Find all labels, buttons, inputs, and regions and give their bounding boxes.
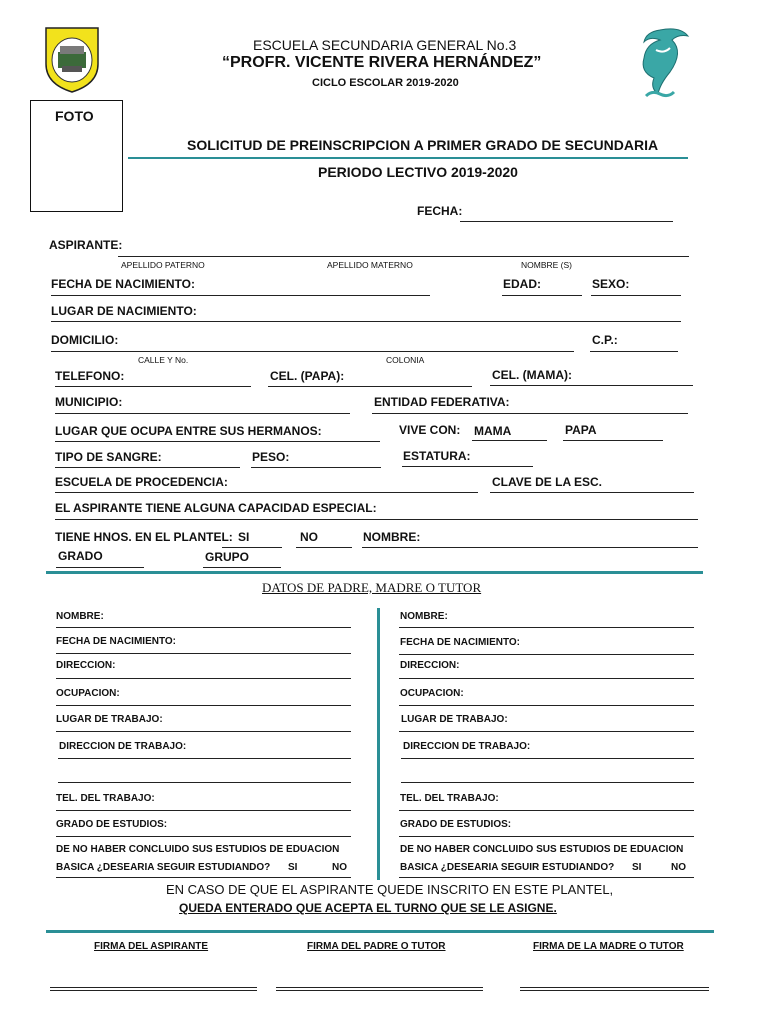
- entidad-label: ENTIDAD FEDERATIVA:: [374, 395, 510, 409]
- padre-dir-trabajo-label: DIRECCION DE TRABAJO:: [59, 741, 187, 752]
- madre-dir-trabajo-field[interactable]: [401, 758, 694, 759]
- padre-no-option[interactable]: NO: [332, 862, 347, 873]
- cel-papa-label: CEL. (PAPA):: [270, 369, 345, 383]
- school-crest-logo: [42, 22, 102, 94]
- firma-madre-line[interactable]: [520, 987, 709, 991]
- estatura-label: ESTATURA:: [403, 449, 471, 463]
- hnos-label: TIENE HNOS. EN EL PLANTEL:: [55, 530, 233, 544]
- padre-nombre-field[interactable]: [56, 627, 351, 628]
- madre-no-option[interactable]: NO: [671, 862, 686, 873]
- edad-field[interactable]: [502, 295, 582, 296]
- madre-tel-trabajo-field[interactable]: [399, 810, 694, 811]
- madre-dir-trabajo-field-2[interactable]: [401, 782, 694, 783]
- padre-direccion-label: DIRECCION:: [56, 660, 116, 671]
- notice-line-2: QUEDA ENTERADO QUE ACEPTA EL TURNO QUE SE LE ASIGNE.: [179, 901, 557, 915]
- school-cycle: CICLO ESCOLAR 2019-2020: [312, 77, 459, 89]
- madre-basica-text: BASICA ¿DESEARIA SEGUIR ESTUDIANDO?: [400, 862, 615, 873]
- padre-bottom-line: [56, 877, 351, 878]
- madre-nombre-label: NOMBRE:: [400, 611, 448, 622]
- domicilio-field[interactable]: [51, 351, 574, 352]
- padre-grado-estudios-label: GRADO DE ESTUDIOS:: [56, 819, 168, 830]
- padre-tel-trabajo-field[interactable]: [56, 810, 351, 811]
- escuela-procedencia-field[interactable]: [55, 492, 478, 493]
- capacidad-field[interactable]: [55, 519, 698, 520]
- madre-bottom-line: [399, 877, 694, 878]
- parents-column-divider: [377, 608, 380, 880]
- nombres-caption: NOMBRE (S): [521, 260, 572, 270]
- vive-con-mama-line[interactable]: [472, 440, 547, 441]
- madre-lugar-trabajo-label: LUGAR DE TRABAJO:: [401, 714, 508, 725]
- aspirante-field[interactable]: [118, 256, 689, 257]
- apellido-paterno-caption: APELLIDO PATERNO: [121, 260, 205, 270]
- lugar-nacimiento-label: LUGAR DE NACIMIENTO:: [51, 304, 197, 318]
- clave-label: CLAVE DE LA ESC.: [492, 475, 603, 489]
- madre-tel-trabajo-label: TEL. DEL TRABAJO:: [400, 793, 499, 804]
- form-period: PERIODO LECTIVO 2019-2020: [318, 164, 518, 180]
- padre-ocupacion-field[interactable]: [56, 705, 351, 706]
- padre-lugar-trabajo-label: LUGAR DE TRABAJO:: [56, 714, 163, 725]
- hnos-no-line[interactable]: [296, 547, 352, 548]
- madre-grado-estudios-label: GRADO DE ESTUDIOS:: [400, 819, 512, 830]
- section-divider: [46, 571, 703, 574]
- clave-field[interactable]: [490, 492, 694, 493]
- firma-padre-line[interactable]: [276, 987, 483, 991]
- padre-lugar-trabajo-field[interactable]: [56, 731, 351, 732]
- peso-field[interactable]: [251, 467, 381, 468]
- padre-tel-trabajo-label: TEL. DEL TRABAJO:: [56, 793, 155, 804]
- telefono-field[interactable]: [55, 386, 251, 387]
- lugar-hermanos-label: LUGAR QUE OCUPA ENTRE SUS HERMANOS:: [55, 424, 322, 438]
- form-title: SOLICITUD DE PREINSCRIPCION A PRIMER GRADO DE SECUNDARIA: [187, 137, 659, 153]
- vive-con-label: VIVE CON:: [399, 423, 461, 437]
- madre-direccion-field[interactable]: [399, 678, 694, 679]
- firma-padre-label: FIRMA DEL PADRE O TUTOR: [307, 941, 446, 952]
- cp-label: C.P.:: [592, 333, 618, 347]
- tipo-sangre-label: TIPO DE SANGRE:: [55, 450, 162, 464]
- madre-si-option[interactable]: SI: [632, 862, 642, 873]
- madre-grado-estudios-field[interactable]: [399, 836, 694, 837]
- calle-caption: CALLE Y No.: [138, 355, 189, 365]
- entidad-field[interactable]: [372, 413, 688, 414]
- grupo-label: GRUPO: [205, 550, 250, 564]
- edad-label: EDAD:: [503, 277, 541, 291]
- tipo-sangre-field[interactable]: [55, 467, 240, 468]
- municipio-field[interactable]: [55, 413, 350, 414]
- padre-basica-text: BASICA ¿DESEARIA SEGUIR ESTUDIANDO?: [56, 862, 271, 873]
- madre-fecha-field[interactable]: [399, 654, 694, 655]
- madre-nombre-field[interactable]: [399, 627, 694, 628]
- vive-con-mama[interactable]: MAMA: [474, 424, 512, 438]
- title-rule: [128, 157, 688, 159]
- school-honoree: “PROFR. VICENTE RIVERA HERNÁNDEZ”: [222, 54, 542, 71]
- estatura-field[interactable]: [402, 466, 533, 467]
- vive-con-papa[interactable]: PAPA: [565, 423, 597, 437]
- hnos-nombre-label: NOMBRE:: [363, 530, 421, 544]
- fecha-nacimiento-label: FECHA DE NACIMIENTO:: [51, 277, 195, 291]
- hnos-si-line[interactable]: [222, 547, 282, 548]
- cel-mama-label: CEL. (MAMA):: [492, 368, 572, 382]
- escuela-procedencia-label: ESCUELA DE PROCEDENCIA:: [55, 475, 228, 489]
- fecha-nacimiento-field[interactable]: [51, 295, 430, 296]
- padre-fecha-label: FECHA DE NACIMIENTO:: [56, 636, 176, 647]
- madre-lugar-trabajo-field[interactable]: [399, 731, 694, 732]
- peso-label: PESO:: [252, 450, 290, 464]
- telefono-label: TELEFONO:: [55, 369, 125, 383]
- capacidad-label: EL ASPIRANTE TIENE ALGUNA CAPACIDAD ESPECIAL:: [55, 501, 377, 515]
- padre-si-option[interactable]: SI: [288, 862, 298, 873]
- hnos-no[interactable]: NO: [300, 530, 318, 544]
- padre-fecha-field[interactable]: [56, 653, 351, 654]
- cel-papa-field[interactable]: [268, 386, 472, 387]
- dolphin-logo: [630, 22, 692, 102]
- padre-direccion-field[interactable]: [56, 678, 351, 679]
- fecha-label: FECHA:: [417, 204, 463, 218]
- madre-dir-trabajo-label: DIRECCION DE TRABAJO:: [403, 741, 531, 752]
- parents-section-title: DATOS DE PADRE, MADRE O TUTOR: [262, 580, 482, 595]
- aspirante-label: ASPIRANTE:: [49, 238, 123, 252]
- madre-ocupacion-label: OCUPACION:: [400, 688, 464, 699]
- padre-no-concluido-text: DE NO HABER CONCLUIDO SUS ESTUDIOS DE EDUACION: [56, 844, 340, 855]
- padre-ocupacion-label: OCUPACION:: [56, 688, 120, 699]
- padre-grado-estudios-field[interactable]: [56, 836, 351, 837]
- lugar-hermanos-field[interactable]: [55, 441, 380, 442]
- cel-mama-field[interactable]: [490, 385, 693, 386]
- cp-field[interactable]: [590, 351, 678, 352]
- padre-dir-trabajo-field-2[interactable]: [58, 782, 351, 783]
- fecha-field[interactable]: [460, 221, 673, 222]
- madre-fecha-label: FECHA DE NACIMIENTO:: [400, 637, 520, 648]
- apellido-materno-caption: APELLIDO MATERNO: [327, 260, 413, 270]
- firma-aspirante-label: FIRMA DEL ASPIRANTE: [94, 941, 209, 952]
- sexo-label: SEXO:: [592, 277, 630, 291]
- colonia-caption: COLONIA: [386, 355, 425, 365]
- grupo-field[interactable]: [203, 567, 281, 568]
- madre-no-concluido-text: DE NO HABER CONCLUIDO SUS ESTUDIOS DE EDUACION: [400, 844, 684, 855]
- municipio-label: MUNICIPIO:: [55, 395, 123, 409]
- sexo-field[interactable]: [591, 295, 681, 296]
- photo-label: FOTO: [55, 108, 94, 124]
- footer-rule: [46, 930, 714, 933]
- hnos-nombre-field[interactable]: [362, 547, 698, 548]
- school-name: ESCUELA SECUNDARIA GENERAL No.3: [253, 37, 517, 53]
- grado-field[interactable]: [56, 567, 144, 568]
- padre-nombre-label: NOMBRE:: [56, 611, 104, 622]
- padre-dir-trabajo-field[interactable]: [58, 758, 351, 759]
- firma-madre-label: FIRMA DE LA MADRE O TUTOR: [533, 941, 684, 952]
- hnos-si[interactable]: SI: [238, 530, 250, 544]
- notice-line-1: EN CASO DE QUE EL ASPIRANTE QUEDE INSCRITO EN ESTE PLANTEL,: [166, 882, 614, 897]
- domicilio-label: DOMICILIO:: [51, 333, 119, 347]
- grado-label: GRADO: [58, 549, 103, 563]
- madre-ocupacion-field[interactable]: [399, 705, 694, 706]
- vive-con-papa-line[interactable]: [563, 440, 663, 441]
- madre-direccion-label: DIRECCION:: [400, 660, 460, 671]
- firma-aspirante-line[interactable]: [50, 987, 257, 991]
- lugar-nacimiento-field[interactable]: [51, 321, 681, 322]
